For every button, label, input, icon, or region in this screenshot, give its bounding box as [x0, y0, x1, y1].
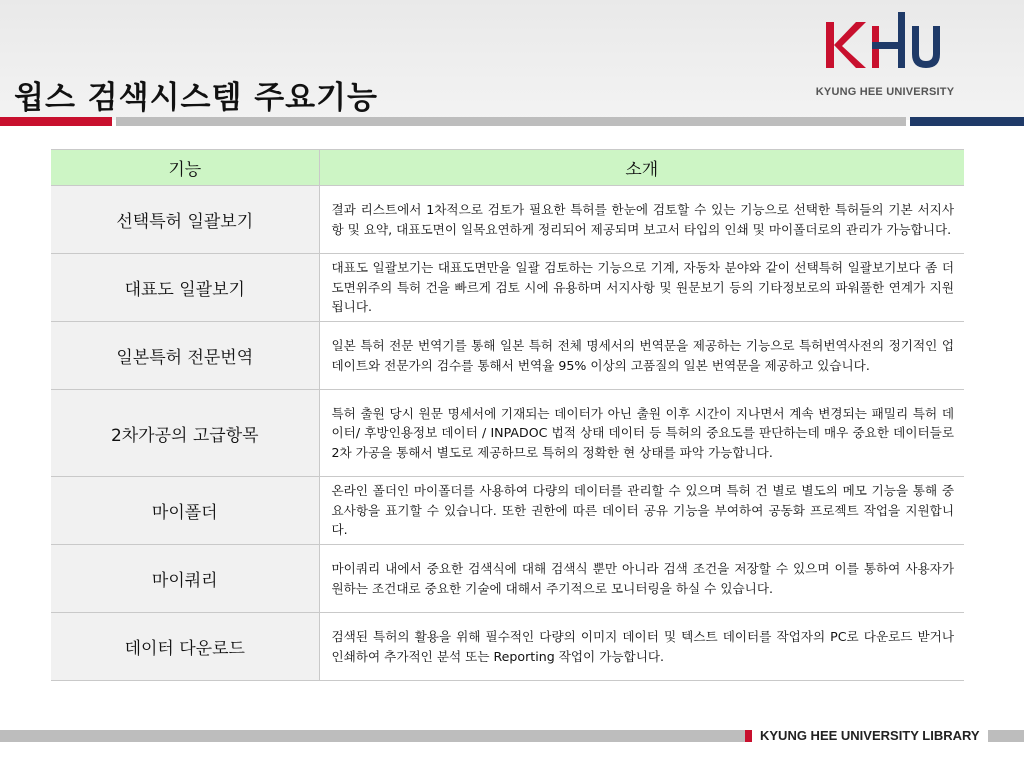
column-header-feature: 기능 — [51, 150, 319, 186]
feature-name: 2차가공의 고급항목 — [51, 390, 319, 477]
university-name: KYUNG HEE UNIVERSITY — [815, 86, 955, 98]
table-row — [51, 186, 964, 254]
feature-table — [51, 149, 964, 681]
table-row — [51, 390, 964, 477]
title-rule — [0, 117, 1024, 126]
feature-description: 일본 특허 전문 번역기를 통해 일본 특허 전체 명세서의 번역문을 제공하는 기능으로 특허번역사전의 정기적인 업데이트와 전문가의 검수를 통해서 번역율 95% 이상의 고품질의 일본 번역문을 제공하고 있습니다. — [319, 322, 964, 390]
feature-name: 선택특허 일괄보기 — [51, 186, 319, 254]
feature-description: 검색된 특허의 활용을 위해 필수적인 다량의 이미지 데이터 및 텍스트 데이터를 작업자의 PC로 다운로드 받거나 인쇄하여 추가적인 분석 또는 Reporting 작업이 가능합니다. — [319, 613, 964, 681]
feature-name: 마이폴더 — [51, 477, 319, 545]
table-row — [51, 254, 964, 322]
feature-name: 마이쿼리 — [51, 545, 319, 613]
feature-description: 마이쿼리 내에서 중요한 검색식에 대해 검색식 뿐만 아니라 검색 조건을 저장할 수 있으며 이를 통하여 사용자가 원하는 조건대로 중요한 기술에 대해서 주기적으로 모니터링을 하실 수 있습니다. — [319, 545, 964, 613]
footer-library-label: KYUNG HEE UNIVERSITY LIBRARY — [752, 727, 988, 745]
feature-description: 온라인 폴더인 마이폴더를 사용하여 다량의 데이터를 관리할 수 있으며 특허 건 별로 별도의 메모 기능을 통해 중요사항을 표기할 수 있습니다. 또한 권한에 따른 데이터 공유 기능을 부여하여 공동화 프로젝트 작업을 지원합니다. — [319, 477, 964, 545]
university-logo — [800, 10, 970, 102]
khu-logo-mark-icon — [820, 10, 950, 80]
feature-name: 대표도 일괄보기 — [51, 254, 319, 322]
feature-name: 데이터 다운로드 — [51, 613, 319, 681]
feature-description: 대표도 일괄보기는 대표도면만을 일괄 검토하는 기능으로 기계, 자동차 분야와 같이 선택특허 일괄보기보다 좀 더 도면위주의 특허 건을 빠르게 검토 시에 유용하며 서지사항 및 원문보기 등의 기타정보로의 파워풀한 연계가 지원됩니다. — [319, 254, 964, 322]
page-title: 윕스 검색시스템 주요기능 — [14, 80, 378, 116]
table-header-row — [51, 150, 964, 186]
table-row — [51, 613, 964, 681]
table-row — [51, 477, 964, 545]
feature-description: 결과 리스트에서 1차적으로 검토가 필요한 특허를 한눈에 검토할 수 있는 기능으로 선택한 특허들의 기본 서지사항 및 요약, 대표도면이 일목요연하게 정리되어 제공되며 보고서 타입의 인쇄 및 마이폴더로의 관리가 가능합니다. — [319, 186, 964, 254]
table-row — [51, 322, 964, 390]
column-header-description: 소개 — [319, 150, 964, 186]
feature-description: 특허 출원 당시 원문 명세서에 기재되는 데이터가 아닌 출원 이후 시간이 지나면서 계속 변경되는 패밀리 특허 데이터/ 후방인용정보 데이터 / INPADOC 법적 상태 데이터 등 특허의 중요도를 판단하는데 매우 중요한 데이터들로 2차 가공을 통해서 별도로 제공하므로 특허의 정확한 현 상태를 파악 가능합니다. — [319, 390, 964, 477]
table-row — [51, 545, 964, 613]
feature-name: 일본특허 전문번역 — [51, 322, 319, 390]
